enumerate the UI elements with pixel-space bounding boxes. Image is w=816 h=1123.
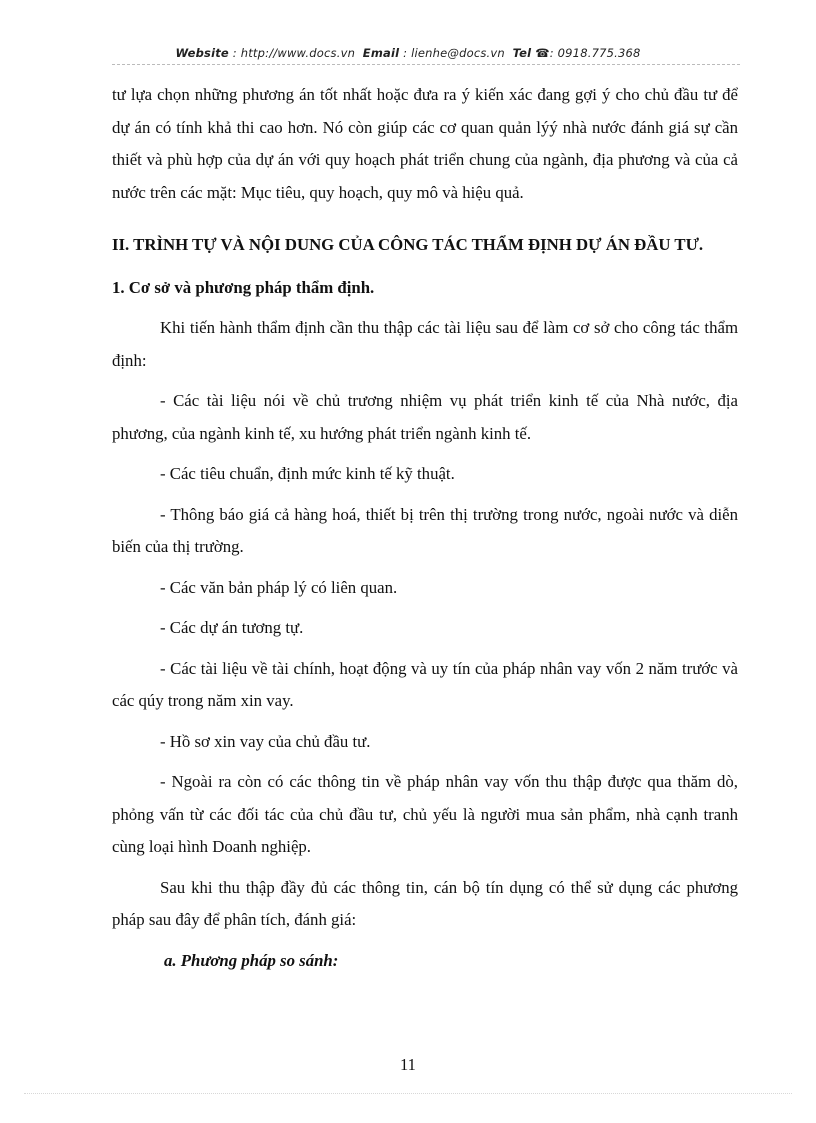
website-label: Website bbox=[175, 46, 229, 60]
paragraph-1: Khi tiến hành thẩm định cần thu thập các tài liệu sau để làm cơ sở cho công tác thẩm định: bbox=[112, 318, 738, 370]
page-header bbox=[0, 46, 816, 60]
paragraph-7: - Các tài liệu về tài chính, hoạt động và uy tín của pháp nhân vay vốn 2 năm trước và các qúy trong năm xin vay. bbox=[112, 658, 738, 710]
paragraph-2: - Các tài liệu nói về chủ trương nhiệm vụ phát triển kinh tế của Nhà nước, địa phương, của ngành kinh tế, xu hướng phát triển ngành kinh tế. bbox=[112, 391, 738, 443]
subsection-heading: 1. Cơ sở và phương pháp thẩm định. bbox=[112, 277, 375, 297]
paragraph-5: - Các văn bản pháp lý có liên quan. bbox=[160, 577, 398, 597]
telephone-icon: ☎ bbox=[535, 46, 550, 60]
paragraph-3: - Các tiêu chuẩn, định mức kinh tế kỹ thuật. bbox=[160, 464, 455, 483]
footer-divider bbox=[24, 1093, 792, 1094]
header-divider bbox=[112, 64, 740, 65]
tel-value: : 0918.775.368 bbox=[549, 46, 641, 60]
website-value: : http://www.docs.vn bbox=[232, 46, 356, 60]
email-value: : lienhe@docs.vn bbox=[403, 46, 505, 60]
subheading-a: a. Phương pháp so sánh: bbox=[164, 950, 339, 970]
paragraph-8: - Hồ sơ xin vay của chủ đầu tư. bbox=[160, 731, 371, 751]
email-label: Email bbox=[362, 46, 400, 60]
paragraph-10: Sau khi thu thập đầy đủ các thông tin, cán bộ tín dụng có thể sử dụng các phương pháp sau đây để phân tích, đánh giá: bbox=[112, 877, 738, 929]
paragraph-9: - Ngoài ra còn có các thông tin về pháp nhân vay vốn thu thập được qua thăm dò, phỏng vấn từ các đối tác của chủ đầu tư, chủ yếu là người mua sản phẩm, nhà cạnh tranh cùng loại hình Doanh nghiệp. bbox=[112, 772, 738, 856]
paragraph-4: - Thông báo giá cả hàng hoá, thiết bị trên thị trường trong nước, ngoài nước và diễn biến của thị trường. bbox=[112, 504, 738, 556]
page-number: 11 bbox=[400, 1055, 416, 1074]
section-heading: II. TRÌNH TỰ VÀ NỘI DUNG CỦA CÔNG TÁC THẨM ĐỊNH DỰ ÁN ĐẦU TƯ. bbox=[112, 235, 704, 254]
tel-label: Tel bbox=[512, 46, 532, 60]
intro-paragraph: tư lựa chọn những phương án tốt nhất hoặc đưa ra ý kiến xác đang gợi ý cho chủ đầu tư để dự án có tính khả thi cao hơn. Nó còn giúp các cơ quan quản lýý nhà nước đánh giá sự cần thiết và phù hợp của dự án với quy hoạch phát triển chung của ngành, địa phương và của cả nước trên các mặt: Mục tiêu, quy hoạch, quy mô và hiệu quả. bbox=[112, 85, 738, 202]
paragraph-6: - Các dự án tương tự. bbox=[160, 618, 304, 637]
document-body bbox=[112, 79, 738, 977]
